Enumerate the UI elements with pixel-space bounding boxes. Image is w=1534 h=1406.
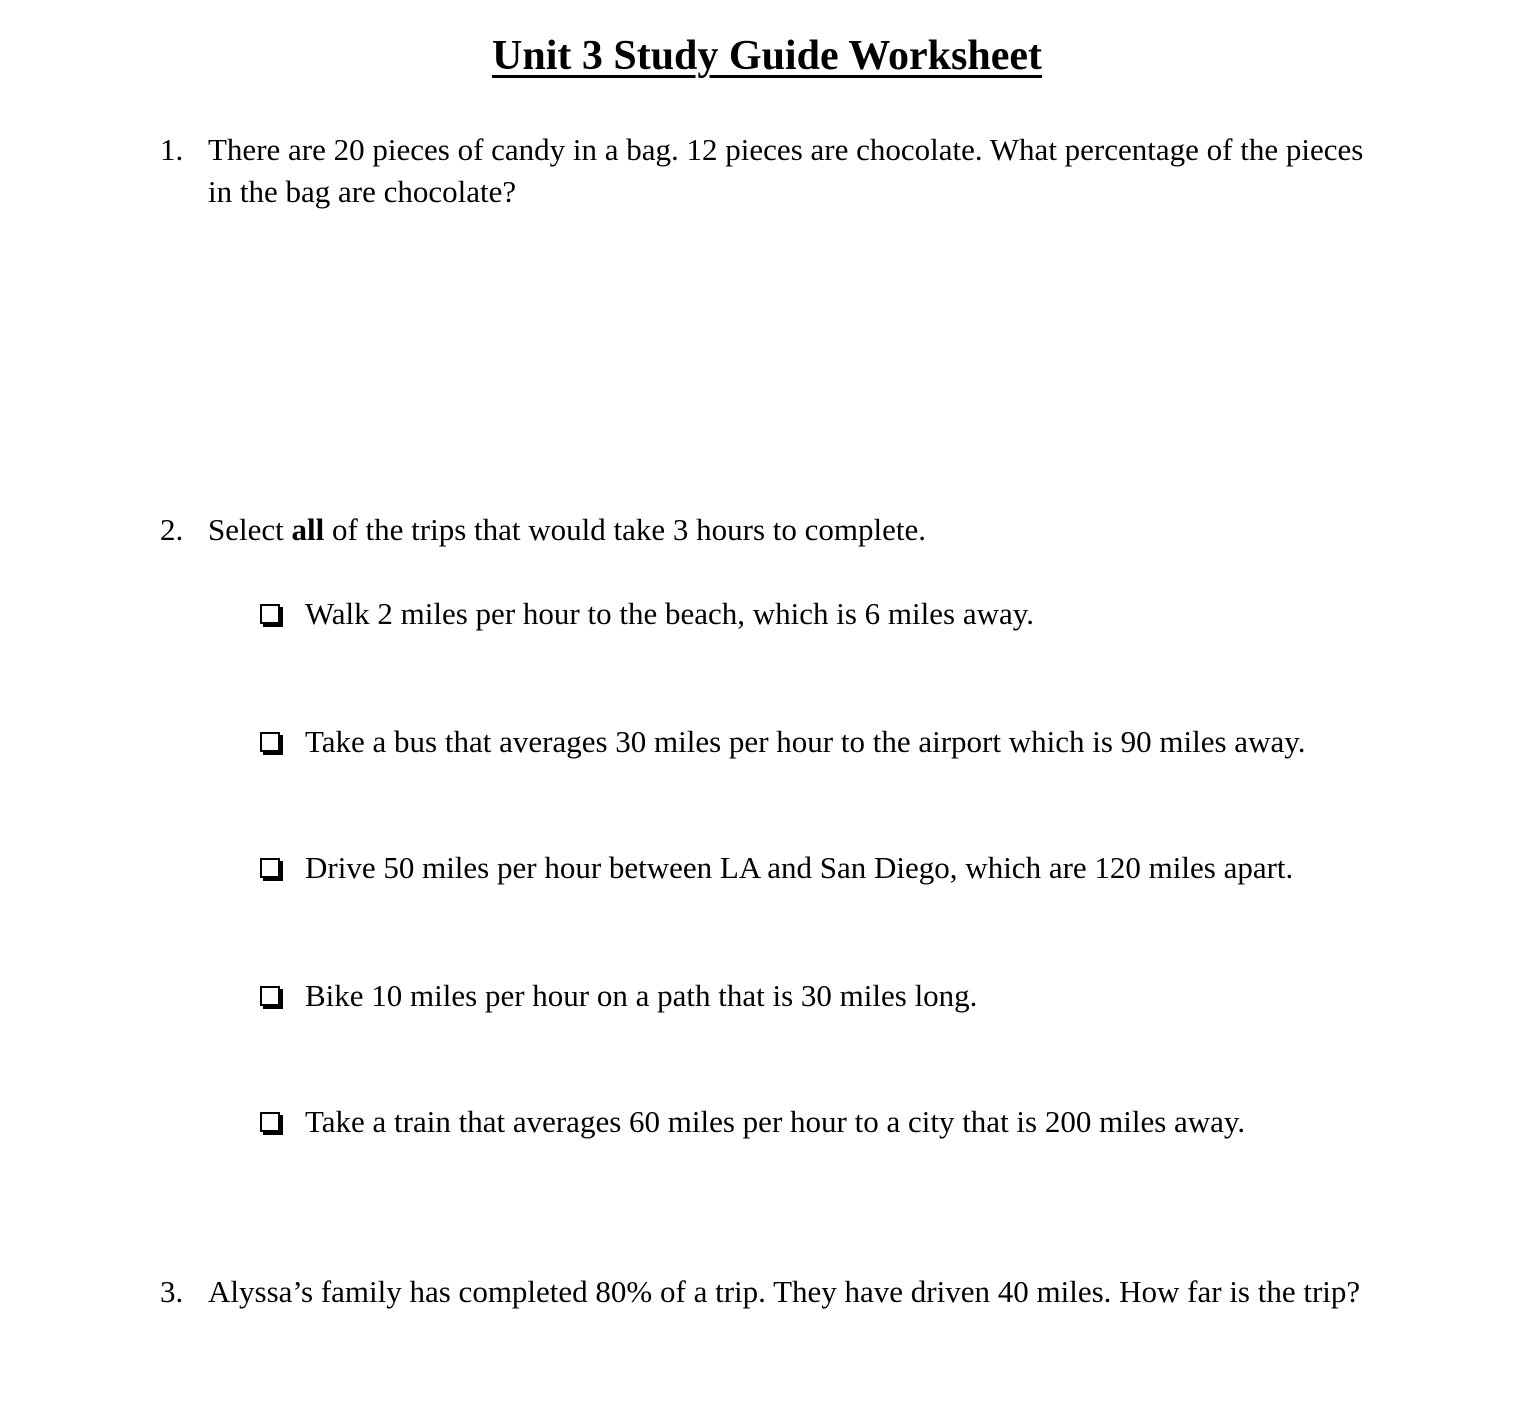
answer-option-2[interactable] — [260, 721, 1410, 763]
answer-option-1[interactable] — [260, 593, 1410, 635]
option-text: Bike 10 miles per hour on a path that is 30 miles long. — [305, 978, 978, 1013]
option-text: Take a train that averages 60 miles per hour to a city that is 200 miles away. — [305, 1104, 1246, 1139]
checkbox-icon[interactable] — [260, 1112, 280, 1132]
question-text-after: of the trips that would take 3 hours to complete. — [324, 512, 927, 547]
option-text: Take a bus that averages 30 miles per hour to the airport which is 90 miles away. — [305, 724, 1306, 759]
option-text: Walk 2 miles per hour to the beach, which is 6 miles away. — [305, 596, 1034, 631]
option-text: Drive 50 miles per hour between LA and San Diego, which are 120 miles apart. — [305, 850, 1294, 885]
checkbox-icon[interactable] — [260, 858, 280, 878]
question-number: 2. — [160, 512, 184, 547]
question-text: There are 20 pieces of candy in a bag. 12 pieces are chocolate. What percentage of the pieces in the bag are chocolate? — [208, 132, 1364, 209]
checkbox-icon[interactable] — [260, 986, 280, 1006]
question-3 — [160, 1271, 1370, 1313]
page-title: Unit 3 Study Guide Worksheet — [492, 33, 1042, 79]
question-2 — [160, 509, 1370, 551]
question-text-before: Select — [208, 512, 292, 547]
question-number: 3. — [160, 1274, 184, 1309]
answer-option-5[interactable] — [260, 1101, 1410, 1143]
question-text: Alyssa’s family has completed 80% of a trip. They have driven 40 miles. How far is the trip? — [208, 1274, 1361, 1309]
checkbox-icon[interactable] — [260, 732, 280, 752]
answer-option-4[interactable] — [260, 975, 1410, 1017]
question-text-bold: all — [291, 512, 325, 547]
question-number: 1. — [160, 132, 184, 167]
answer-option-3[interactable] — [260, 847, 1410, 889]
question-1 — [160, 129, 1370, 213]
checkbox-icon[interactable] — [260, 604, 280, 624]
question-text — [208, 509, 1370, 551]
